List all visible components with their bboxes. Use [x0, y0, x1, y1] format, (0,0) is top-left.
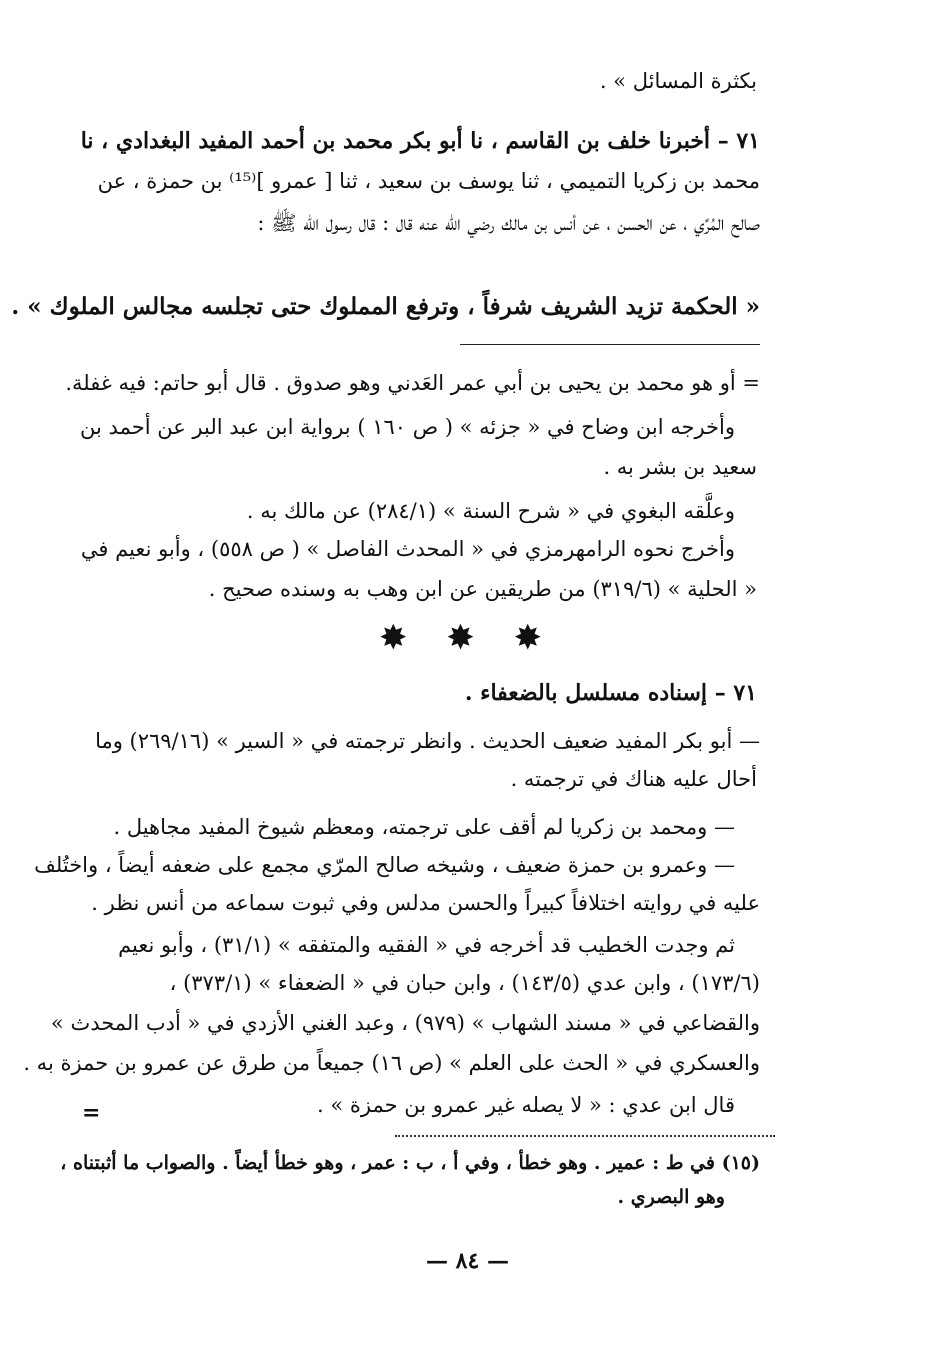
- footnote-line-1: (١٥) في ط : عمير . وهو خطأ ، وفي أ ، ب : عمر ، وهو خطأ أيضاً . والصواب ما أثبتناه ،: [60, 1152, 760, 1174]
- commentary-heading: ٧١ – إسناده مسلسل بالضعفاء .: [464, 680, 757, 706]
- note-line-3: سعيد بن بشر به .: [603, 455, 757, 479]
- note-line-5: وأخرج نحوه الرامهرمزي في « المحدث الفاصل » ( ص ٥٥٨) ، وأبو نعيم في: [80, 537, 735, 561]
- page-number-text: — ٨٤ —: [426, 1248, 509, 1274]
- note-line-2: وأخرجه ابن وضاح في « جزئه » ( ص ١٦٠ ) برواية ابن عبد البر عن أحمد بن: [80, 415, 735, 439]
- hadith-text: « الحكمة تزيد الشريف شرفاً ، وترفع المملوك حتى تجلسه مجالس الملوك » .: [11, 293, 760, 320]
- notes-separator-rule: [460, 344, 760, 345]
- commentary-line-9: والعسكري في « الحث على العلم » (ص ١٦) جميعاً من طرق عن عمرو بن حمزة به .: [23, 1051, 760, 1075]
- commentary-line-8: والقضاعي في « مسند الشهاب » (٩٧٩) ، وعبد الغني الأزدي في « أدب المحدث »: [50, 1011, 760, 1035]
- commentary-line-6: ثم وجدت الخطيب قد أخرجه في « الفقيه والمتفقه » (٣١/١) ، وأبو نعيم: [118, 933, 735, 957]
- commentary-line-10: قال ابن عدي : « لا يصله غير عمرو بن حمزة » .: [317, 1093, 735, 1117]
- continuation-mark: =: [82, 1100, 101, 1126]
- section-separator-stars: ✸ ✸ ✸: [378, 618, 557, 658]
- note-line-4: وعلَّقه البغوي في « شرح السنة » (٢٨٤/١) عن مالك به .: [246, 499, 735, 523]
- commentary-line-7: (١٧٣/٦) ، وابن عدي (١٤٣/٥) ، وابن حبان في « الضعفاء » (٣٧٣/١) ،: [169, 971, 760, 995]
- commentary-line-4: — وعمرو بن حمزة ضعيف ، وشيخه صالح المرّي مجمع على ضعفه أيضاً ، واختُلف: [34, 853, 735, 877]
- footnote-dotted-separator: [395, 1135, 775, 1137]
- footnote-line-2: وهو البصري .: [617, 1186, 725, 1208]
- hadith-number-line: ٧١ – أخبرنا خلف بن القاسم ، نا أبو بكر محمد بن أحمد المفيد البغدادي ، نا: [80, 128, 760, 154]
- page-number: [0, 1248, 935, 1274]
- body-line-3: محمد بن زكريا التميمي ، ثنا يوسف بن سعيد ، ثنا [ عمرو ]⁽¹⁵⁾ بن حمزة ، عن: [97, 169, 760, 193]
- note-line-6: « الحلية » (٣١٩/٦) من طريقين عن ابن وهب به وسنده صحيح .: [208, 577, 757, 601]
- commentary-line-3: — ومحمد بن زكريا لم أقف على ترجمته، ومعظم شيوخ المفيد مجاهيل .: [113, 815, 735, 839]
- commentary-line-2: أحال عليه هناك في ترجمته .: [510, 767, 757, 791]
- commentary-line-1: — أبو بكر المفيد ضعيف الحديث . وانظر ترجمته في « السير » (٢٦٩/١٦) وما: [95, 729, 760, 753]
- commentary-line-5: عليه في روايته اختلافاً كبيراً والحسن مدلس وفي ثبوت سماعه من أنس نظر .: [91, 891, 760, 915]
- body-line-4: صالح المُرِّي ، عن الحسن ، عن أنس بن مالك رضي الله عنه قال : قال رسول الله ﷺ :: [257, 211, 760, 235]
- body-line-1: بكثرة المسائل » .: [599, 69, 757, 93]
- note-line-1: = أو هو محمد بن يحيى بن أبي عمر العَدني وهو صدوق . قال أبو حاتم: فيه غفلة.: [65, 371, 760, 395]
